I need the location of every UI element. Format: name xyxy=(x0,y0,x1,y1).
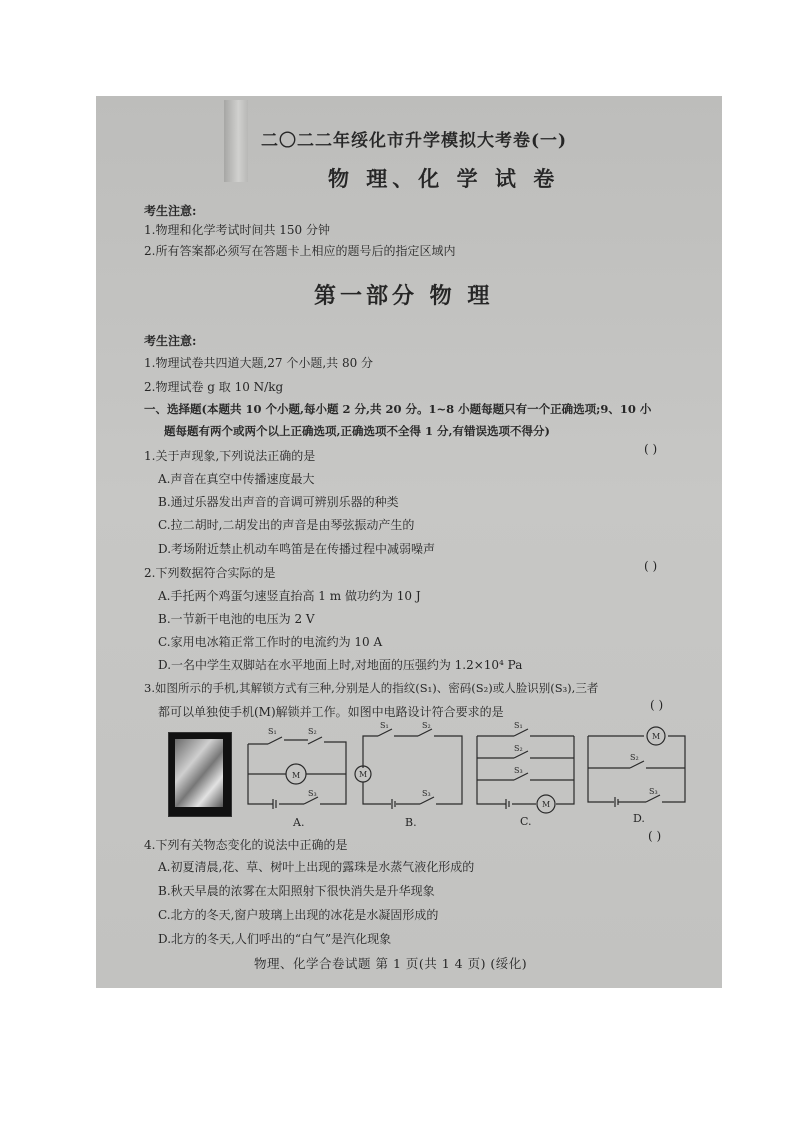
option-b: B.秋天早晨的浓雾在太阳照射下很快消失是升华现象 xyxy=(158,884,435,898)
switch-label: S₂ xyxy=(630,753,639,762)
switch-label: S₂ xyxy=(514,744,523,753)
question-stem-continued: 都可以单独使手机(M)解锁并工作。如图中电路设计符合要求的是 xyxy=(158,705,504,719)
option-c: C.拉二胡时,二胡发出的声音是由琴弦振动产生的 xyxy=(158,518,415,532)
physics-notice-item: 2.物理试卷 g 取 10 N/kg xyxy=(144,380,284,394)
option-c: C.北方的冬天,窗户玻璃上出现的冰花是水凝固形成的 xyxy=(158,908,439,922)
motor-label: M xyxy=(292,771,301,780)
option-b: B.一节新干电池的电压为 2 V xyxy=(158,612,315,626)
section-instructions: 题每题有两个或两个以上正确选项,正确选项不全得 1 分,有错误选项不得分) xyxy=(164,424,550,438)
option-b: B.通过乐器发出声音的音调可辨别乐器的种类 xyxy=(158,495,399,509)
switch-label: S₂ xyxy=(422,721,431,730)
switch-label: S₃ xyxy=(514,766,523,775)
answer-blank: ( ) xyxy=(644,442,658,456)
switch-label: S₁ xyxy=(380,721,389,730)
question-stem: 1.关于声现象,下列说法正确的是 xyxy=(144,449,316,463)
option-c: C.家用电冰箱正常工作时的电流约为 10 A xyxy=(158,635,383,649)
answer-blank: ( ) xyxy=(650,698,664,712)
notice-item: 1.物理和化学考试时间共 150 分钟 xyxy=(144,223,330,237)
circuit-label-a: A. xyxy=(293,816,305,829)
switch-label: S₃ xyxy=(422,789,431,798)
question-stem: 4.下列有关物态变化的说法中正确的是 xyxy=(144,838,348,852)
option-a: A.声音在真空中传播速度最大 xyxy=(158,472,315,486)
physics-notice-item: 1.物理试卷共四道大题,27 个小题,共 80 分 xyxy=(144,356,374,370)
notice-item: 2.所有答案都必须写在答题卡上相应的题号后的指定区域内 xyxy=(144,244,456,258)
motor-label: M xyxy=(542,800,551,809)
option-d: D.北方的冬天,人们呼出的“白气”是汽化现象 xyxy=(158,932,392,946)
switch-label: S₁ xyxy=(514,721,523,730)
circuit-label-b: B. xyxy=(405,816,417,829)
question-stem: 2.下列数据符合实际的是 xyxy=(144,566,276,580)
notice-heading: 考生注意: xyxy=(144,204,197,218)
circuit-label-c: C. xyxy=(520,815,532,828)
motor-label: M xyxy=(359,770,368,779)
question-stem: 3.如图所示的手机,其解锁方式有三种,分别是人的指纹(S₁)、密码(S₂)或人脸识别(S₃),三者 xyxy=(144,681,599,695)
page-footer: 物理、化学合卷试题 第 1 页(共 1 4 页) (绥化) xyxy=(254,956,528,971)
option-a: A.手托两个鸡蛋匀速竖直抬高 1 m 做功约为 10 J xyxy=(158,589,421,603)
circuit-diagrams xyxy=(96,96,722,988)
switch-label: S₃ xyxy=(308,789,317,798)
option-d: D.考场附近禁止机动车鸣笛是在传播过程中减弱噪声 xyxy=(158,542,436,556)
exam-subtitle: 物 理、化 学 试 卷 xyxy=(328,166,560,191)
circuit-label-d: D. xyxy=(633,812,645,825)
option-a: A.初夏清晨,花、草、树叶上出现的露珠是水蒸气液化形成的 xyxy=(158,860,475,874)
exam-title: 二〇二二年绥化市升学模拟大考卷(一) xyxy=(261,131,568,151)
physics-notice-heading: 考生注意: xyxy=(144,334,197,348)
answer-blank: ( ) xyxy=(648,829,662,843)
option-d: D.一名中学生双脚站在水平地面上时,对地面的压强约为 1.2×10⁴ Pa xyxy=(158,658,523,672)
switch-label: S₁ xyxy=(268,727,277,736)
switch-label: S₃ xyxy=(649,787,658,796)
part-title: 第一部分 物 理 xyxy=(314,283,494,309)
section-instructions: 一、选择题(本题共 10 个小题,每小题 2 分,共 20 分。1~8 小题每题只有一个正确选项;9、10 小 xyxy=(144,402,652,416)
switch-label: S₂ xyxy=(308,727,317,736)
answer-blank: ( ) xyxy=(644,559,658,573)
exam-paper-photo xyxy=(96,96,722,988)
motor-label: M xyxy=(652,732,661,741)
